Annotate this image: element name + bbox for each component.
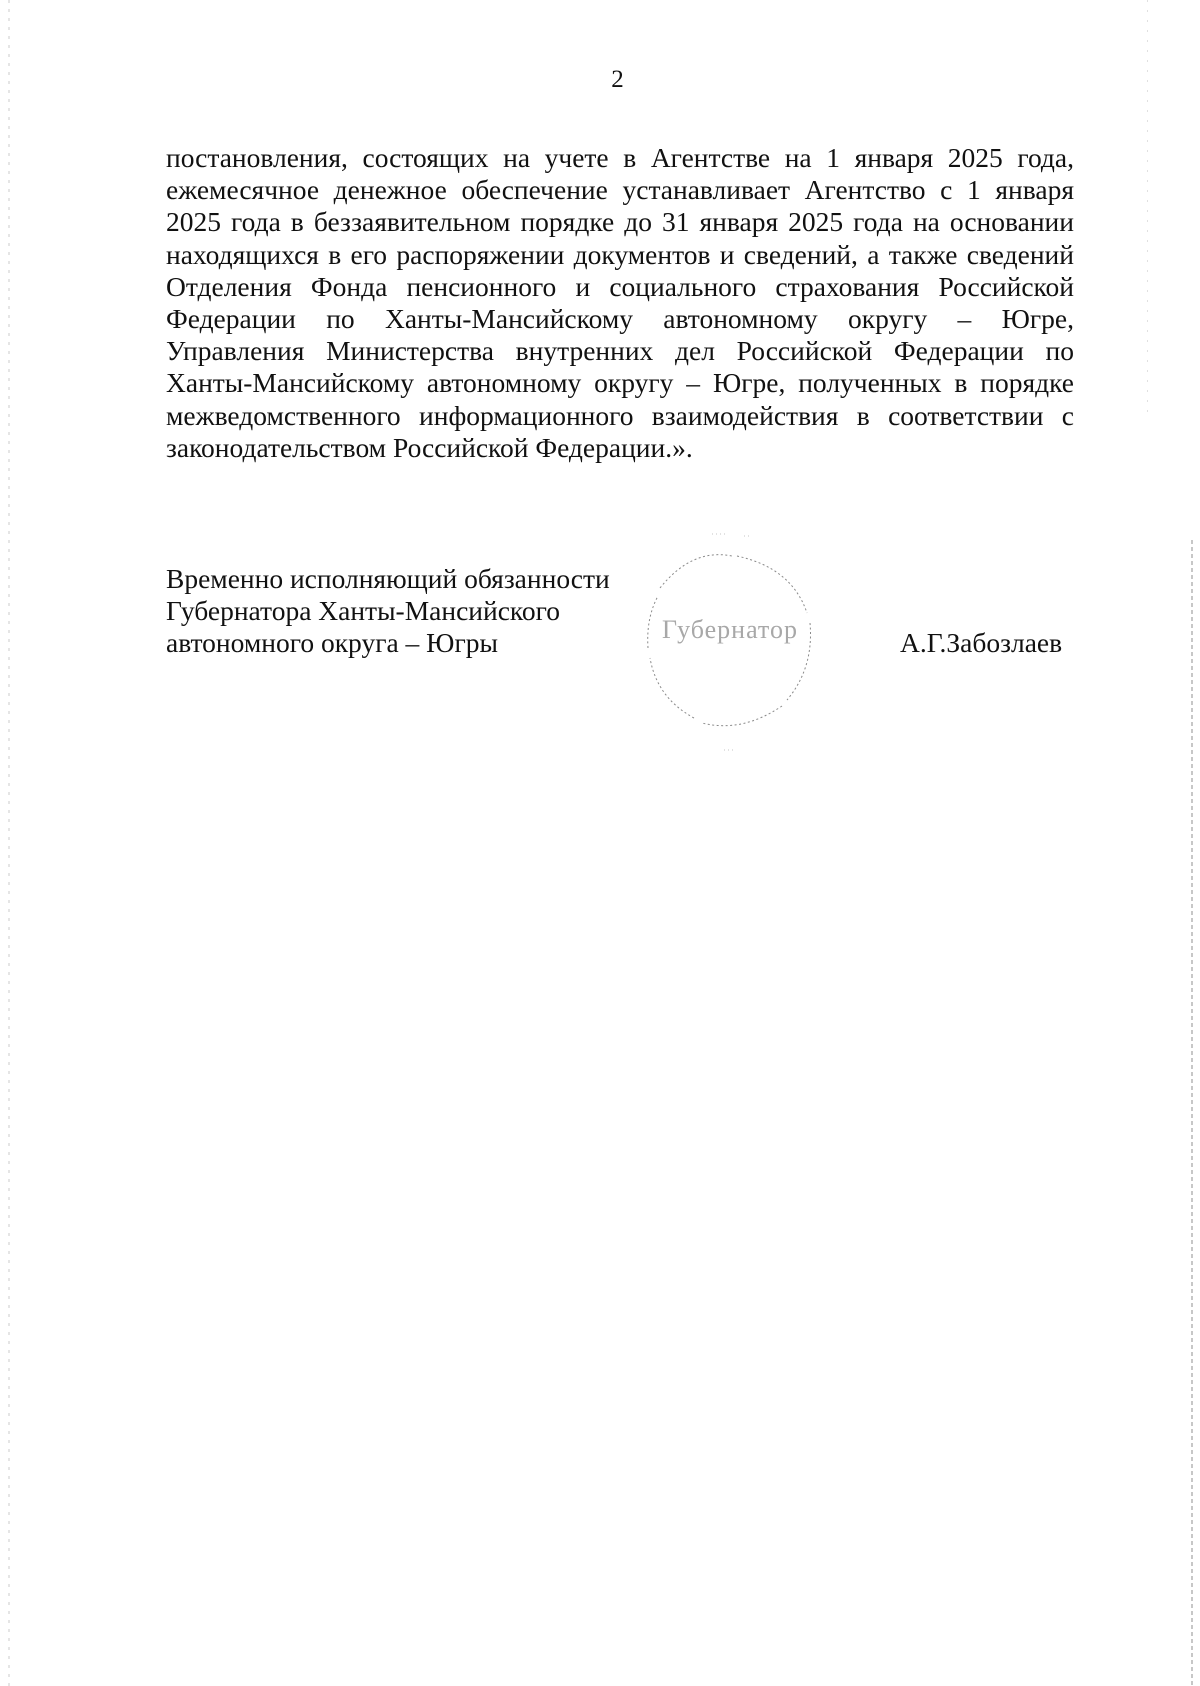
scan-edge-right-top: [1147, 0, 1148, 420]
signatory-position-line: Временно исполняющий обязанности: [166, 563, 610, 594]
page-number: 2: [611, 66, 624, 93]
stamp-text: Губернатор: [662, 615, 798, 644]
signatory-position-line: Губернатора Ханты-Мансийского: [166, 595, 560, 626]
body-paragraph: постановления, состоящих на учете в Агентстве на 1 января 2025 года, ежемесячное денежное обеспечение устанавливает Агентство с 1 января 2025 года в беззаявительном порядке до 31 января 2025 года на основании находящихся в его распоряжении документов и сведений, а также сведений Отделения Фонда пенсионного и социального страхования Российской Федерации по Ханты-Мансийскому автономному округу – Югре, Управления Министерства внутренних дел Российской Федерации по Ханты-Мансийскому автономному округу – Югре, полученных в порядке межведомственного информационного взаимодействия в соответствии с законодательством Российской Федерации.».: [166, 142, 1074, 463]
signatory-position-line: автономного округа – Югры: [166, 627, 498, 658]
scan-edge-left: [8, 0, 10, 1686]
governor-stamp-seal: [632, 528, 822, 758]
scan-edge-right: [1191, 540, 1193, 1686]
signer-name: А.Г.Забозлаев: [900, 627, 1063, 658]
signatory-position: [166, 563, 646, 659]
